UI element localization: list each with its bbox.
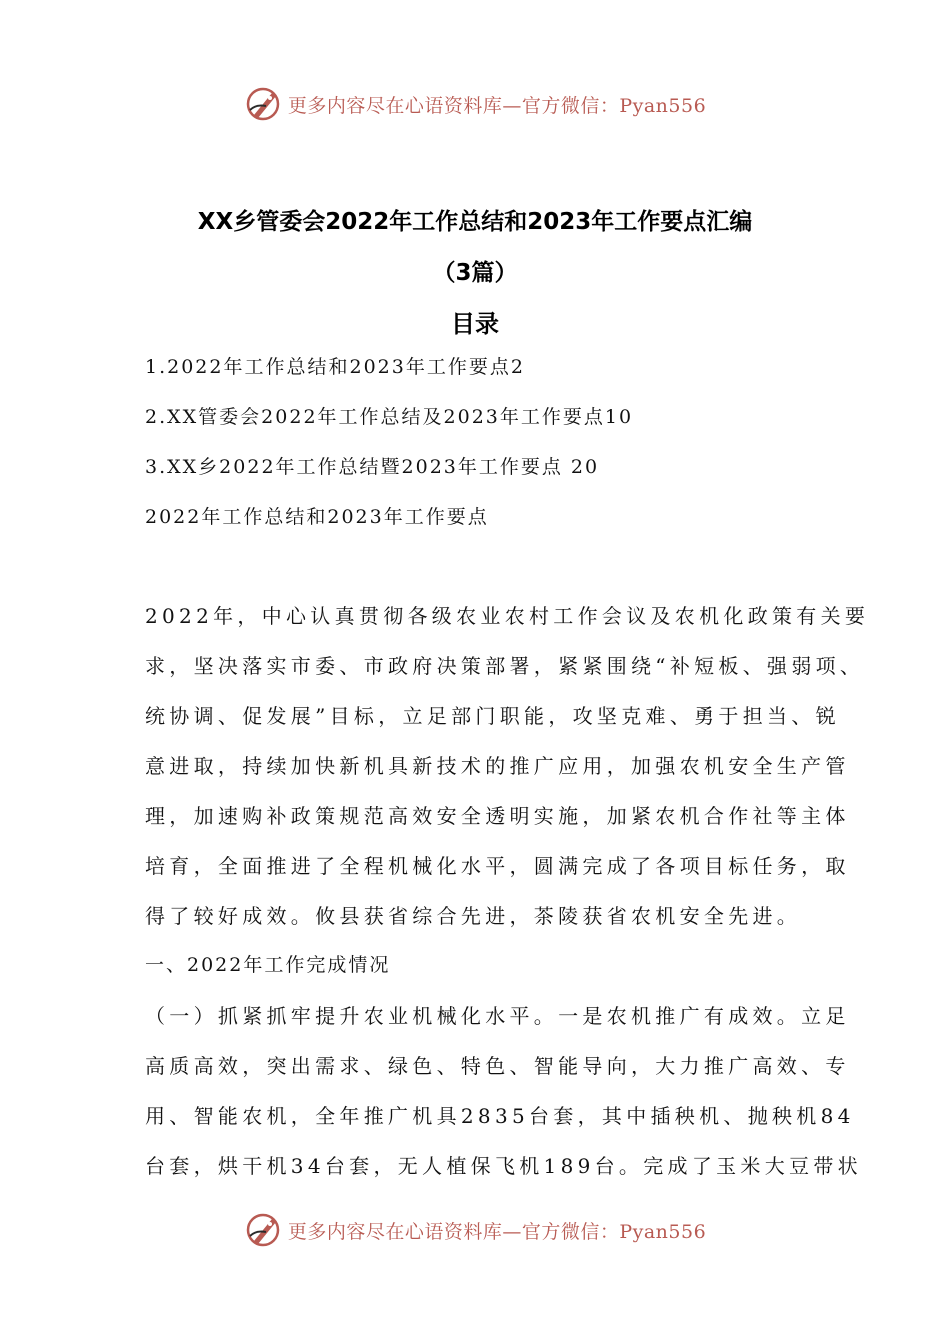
document-title: XX乡管委会2022年工作总结和2023年工作要点汇编: [197, 209, 753, 235]
paragraph-line: 求，坚决落实市委、市政府决策部署，紧紧围绕“补短板、强弱项、: [145, 654, 865, 678]
paragraph-line: 理，加速购补政策规范高效安全透明实施，加紧农机合作社等主体: [145, 804, 850, 828]
paragraph-line: 台套，烘干机34台套，无人植保飞机189台。完成了玉米大豆带状: [145, 1154, 862, 1178]
document-title-count: （3篇）: [432, 260, 518, 286]
toc-item[interactable]: 1.2022年工作总结和2023年工作要点2: [145, 356, 525, 378]
paragraph-line: 统协调、促发展”目标，立足部门职能，攻坚克难、勇于担当、锐: [145, 704, 840, 728]
paragraph-line: 得了较好成效。攸县获省综合先进，茶陵获省农机安全先进。: [145, 904, 802, 928]
paragraph-line: 用、智能农机，全年推广机具2835台套，其中插秧机、抛秧机84: [145, 1104, 855, 1128]
article-title: 2022年工作总结和2023年工作要点: [145, 506, 489, 528]
section-heading: 一、2022年工作完成情况: [145, 954, 391, 976]
watermark-text: 更多内容尽在心语资料库—官方微信：Pyan556: [287, 1220, 707, 1243]
watermark-banner-top: [0, 82, 950, 126]
paragraph-line: 培育，全面推进了全程机械化水平，圆满完成了各项目标任务，取: [145, 854, 850, 878]
pen-circle-logo-icon: [244, 84, 284, 124]
pen-circle-logo-icon: [244, 1210, 284, 1250]
watermark-text: 更多内容尽在心语资料库—官方微信：Pyan556: [287, 94, 707, 117]
paragraph-line: 2022年，中心认真贯彻各级农业农村工作会议及农机化政策有关要: [145, 604, 870, 628]
toc-item[interactable]: 3.XX乡2022年工作总结暨2023年工作要点 20: [145, 456, 600, 478]
paragraph-line: 高质高效，突出需求、绿色、特色、智能导向，大力推广高效、专: [145, 1054, 850, 1078]
toc-item[interactable]: 2.XX管委会2022年工作总结及2023年工作要点10: [145, 406, 634, 428]
watermark-banner-bottom: [0, 1208, 950, 1252]
toc-heading: 目录: [451, 310, 499, 338]
paragraph-line: 意进取，持续加快新机具新技术的推广应用，加强农机安全生产管: [145, 754, 850, 778]
paragraph-line: （一）抓紧抓牢提升农业机械化水平。一是农机推广有成效。立足: [145, 1004, 850, 1028]
